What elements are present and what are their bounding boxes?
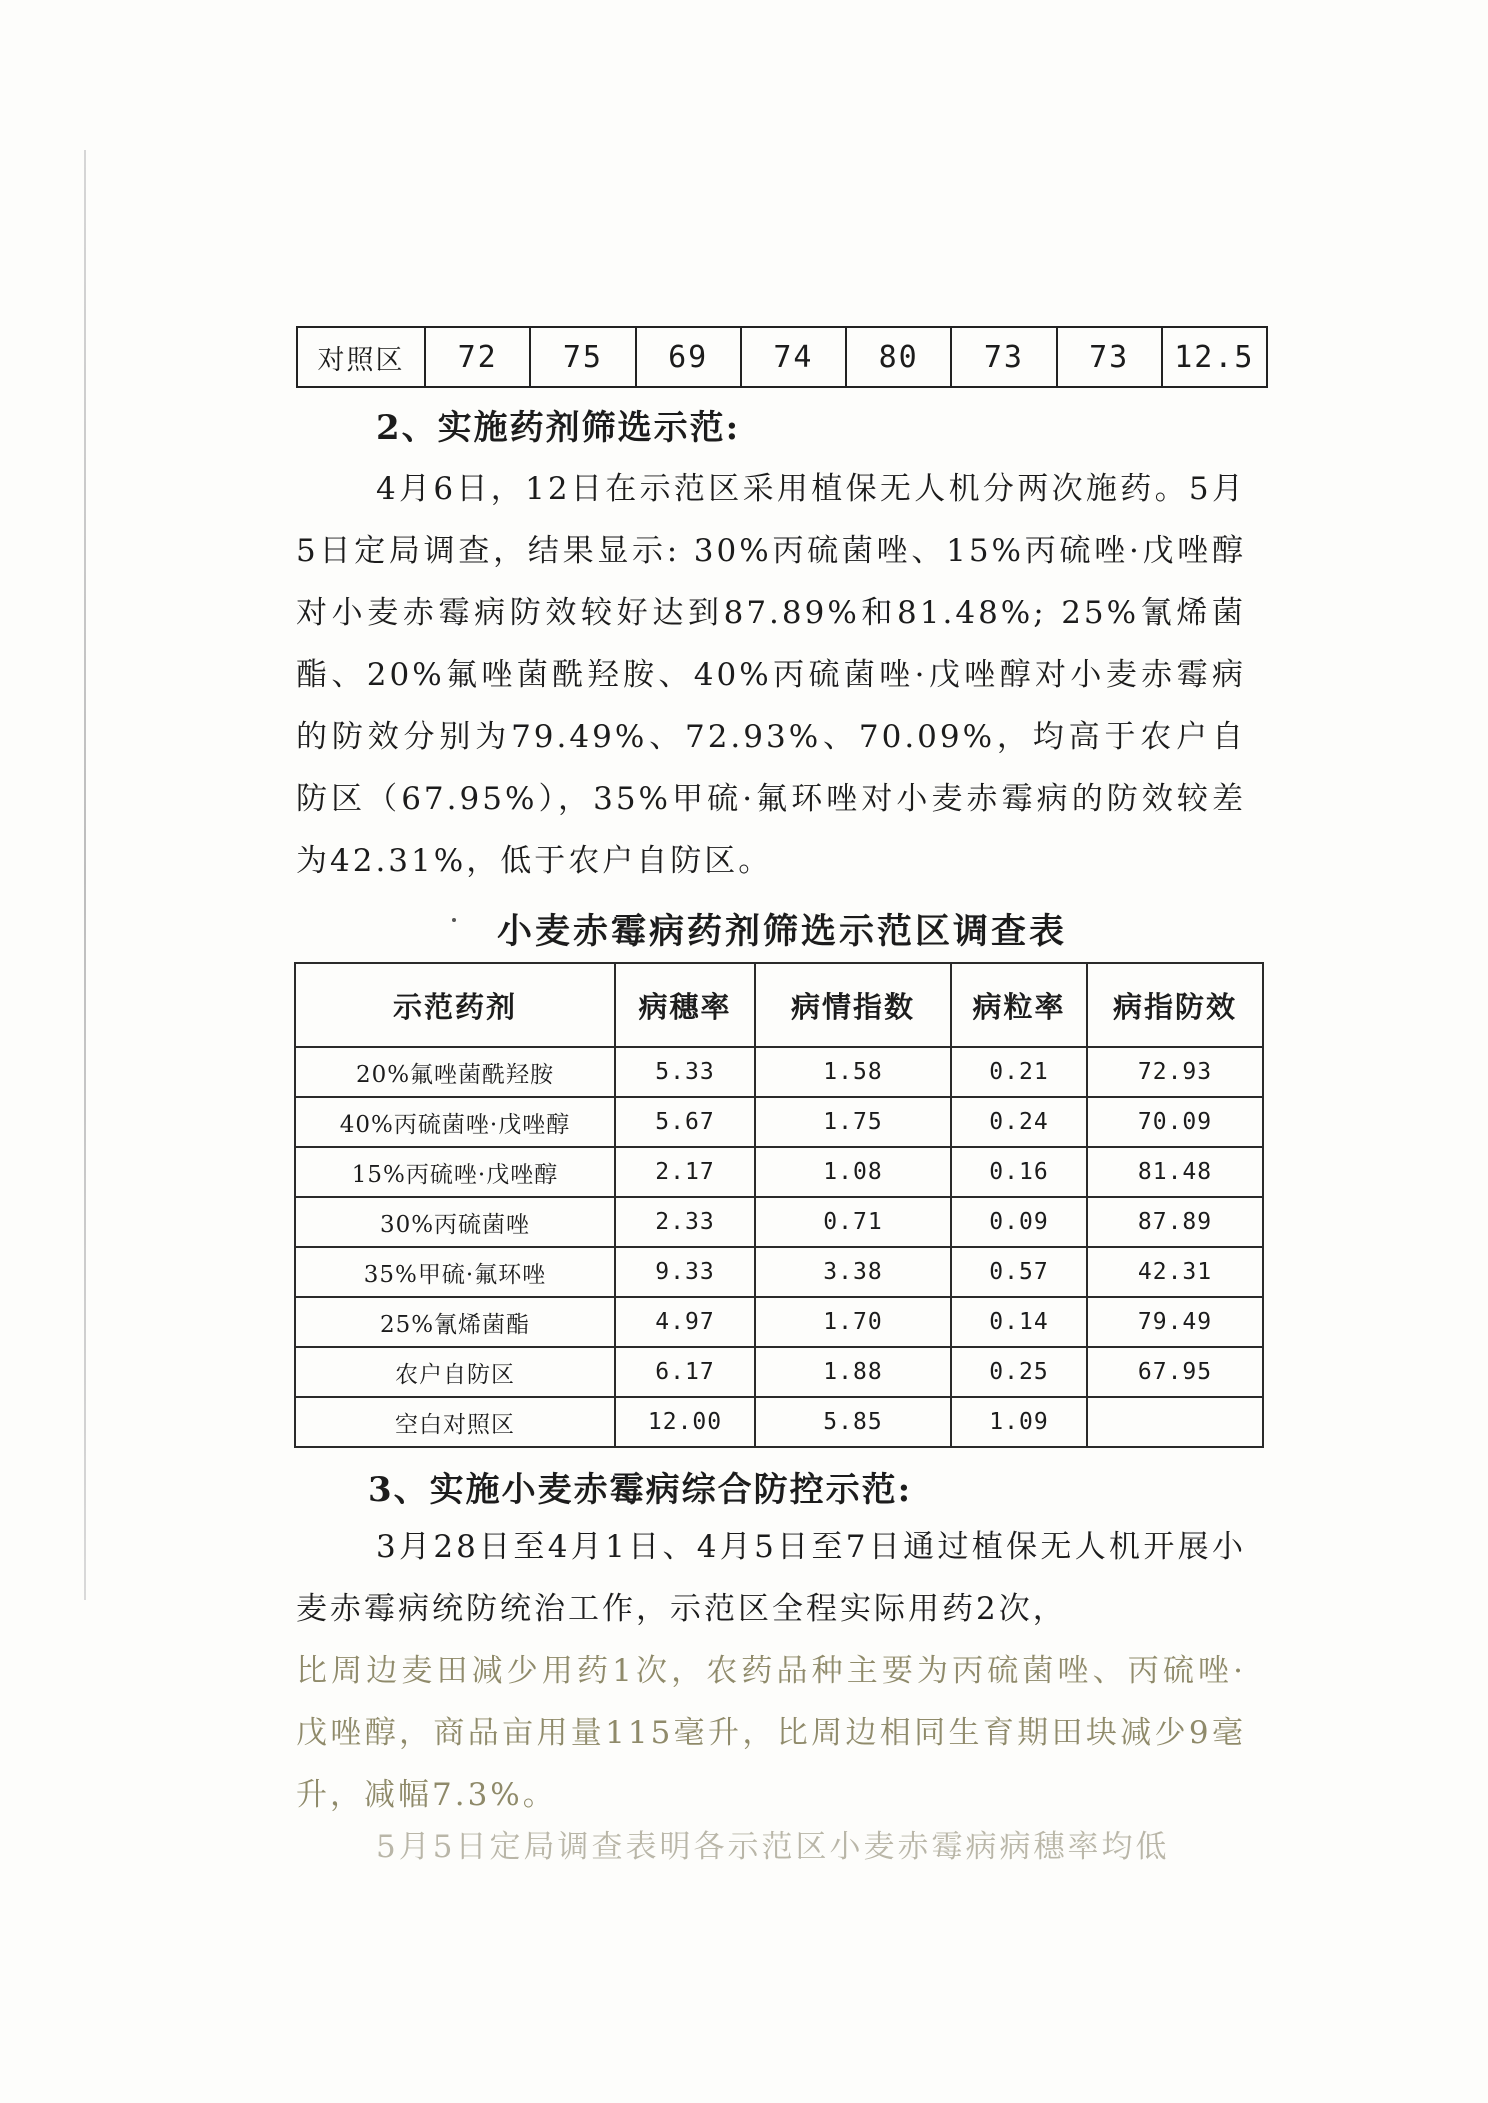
value-cell: 5.67 (615, 1097, 755, 1147)
value-cell: 0.21 (951, 1047, 1087, 1097)
agent-cell: 35%甲硫·氟环唑 (295, 1247, 615, 1297)
screening-table (294, 962, 1264, 1448)
table-cell: 69 (636, 327, 741, 387)
table-row (295, 1297, 1263, 1347)
value-cell: 0.16 (951, 1147, 1087, 1197)
value-cell: 9.33 (615, 1247, 755, 1297)
agent-cell: 15%丙硫唑·戊唑醇 (295, 1147, 615, 1197)
value-cell: 6.17 (615, 1347, 755, 1397)
value-cell (1087, 1397, 1263, 1447)
table-cell: 73 (951, 327, 1056, 387)
section-3-heading: 3、实施小麦赤霉病综合防控示范: (368, 1470, 913, 1510)
value-cell: 70.09 (1087, 1097, 1263, 1147)
table-cell: 73 (1057, 327, 1162, 387)
table-cell: 72 (425, 327, 530, 387)
agent-cell: 农户自防区 (295, 1347, 615, 1397)
table-cell: 75 (530, 327, 635, 387)
value-cell: 1.08 (755, 1147, 951, 1197)
header-disease-index: 病情指数 (755, 963, 951, 1047)
table-cell: 对照区 (297, 327, 425, 387)
value-cell: 79.49 (1087, 1297, 1263, 1347)
section-3-paragraph-1b: 比周边麦田减少用药1次，农药品种主要为丙硫菌唑、丙硫唑·戊唑醇，商品亩用量115毫升，比周边相同生育期田块减少9毫升，减幅7.3%。 (296, 1653, 1246, 1813)
screening-table-title: 小麦赤霉病药剂筛选示范区调查表 (496, 912, 1067, 952)
table-row (297, 327, 1267, 387)
value-cell: 2.17 (615, 1147, 755, 1197)
value-cell: 0.57 (951, 1247, 1087, 1297)
table-row (295, 1197, 1263, 1247)
value-cell: 5.85 (755, 1397, 951, 1447)
value-cell: 0.71 (755, 1197, 951, 1247)
agent-cell: 30%丙硫菌唑 (295, 1197, 615, 1247)
agent-cell: 空白对照区 (295, 1397, 615, 1447)
value-cell: 42.31 (1087, 1247, 1263, 1297)
header-control-efficacy: 病指防效 (1087, 963, 1263, 1047)
section-2-heading: 2、实施药剂筛选示范: (376, 408, 741, 448)
table-row (295, 1047, 1263, 1097)
value-cell: 0.14 (951, 1297, 1087, 1347)
value-cell: 2.33 (615, 1197, 755, 1247)
value-cell: 5.33 (615, 1047, 755, 1097)
value-cell: 72.93 (1087, 1047, 1263, 1097)
value-cell: 3.38 (755, 1247, 951, 1297)
header-agent: 示范药剂 (295, 963, 615, 1047)
page-margin-line (84, 150, 86, 1600)
table-row (295, 1147, 1263, 1197)
section-3-paragraph-2: 5月5日定局调查表明各示范区小麦赤霉病病穗率均低 (376, 1829, 1170, 1865)
header-diseased-grain-rate: 病粒率 (951, 963, 1087, 1047)
agent-cell: 20%氟唑菌酰羟胺 (295, 1047, 615, 1097)
value-cell: 1.75 (755, 1097, 951, 1147)
section-2-paragraph: 4月6日，12日在示范区采用植保无人机分两次施药。5月5日定局调查，结果显示: 30%丙硫菌唑、15%丙硫唑·戊唑醇对小麦赤霉病防效较好达到87.89%和81.48%; 25%氰烯菌酯、20%氟唑菌酰羟胺、40%丙硫菌唑·戊唑醇对小麦赤霉病的防效分别为79.49%、72.93%、70.09%，均高于农户自防区（67.95%），35%甲硫·氟环唑对小麦赤霉病的防效较差为42.31%，低于农户自防区。 (296, 471, 1246, 879)
control-area-table (296, 326, 1268, 388)
table-row (295, 1397, 1263, 1447)
table-header-row (295, 963, 1263, 1047)
table-cell: 12.5 (1162, 327, 1267, 387)
value-cell: 67.95 (1087, 1347, 1263, 1397)
value-cell: 1.88 (755, 1347, 951, 1397)
value-cell: 0.24 (951, 1097, 1087, 1147)
table-row (295, 1247, 1263, 1297)
table-row (295, 1347, 1263, 1397)
value-cell: 0.09 (951, 1197, 1087, 1247)
value-cell: 81.48 (1087, 1147, 1263, 1197)
table-cell: 74 (741, 327, 846, 387)
section-3-paragraph-1a: 3月28日至4月1日、4月5日至7日通过植保无人机开展小麦赤霉病统防统治工作，示范区全程实际用药2次， (296, 1529, 1246, 1627)
table-row (295, 1097, 1263, 1147)
value-cell: 4.97 (615, 1297, 755, 1347)
value-cell: 12.00 (615, 1397, 755, 1447)
value-cell: 1.70 (755, 1297, 951, 1347)
value-cell: 1.09 (951, 1397, 1087, 1447)
value-cell: 1.58 (755, 1047, 951, 1097)
agent-cell: 40%丙硫菌唑·戊唑醇 (295, 1097, 615, 1147)
value-cell: 87.89 (1087, 1197, 1263, 1247)
agent-cell: 25%氰烯菌酯 (295, 1297, 615, 1347)
table-cell: 80 (846, 327, 951, 387)
value-cell: 0.25 (951, 1347, 1087, 1397)
header-diseased-ear-rate: 病穗率 (615, 963, 755, 1047)
